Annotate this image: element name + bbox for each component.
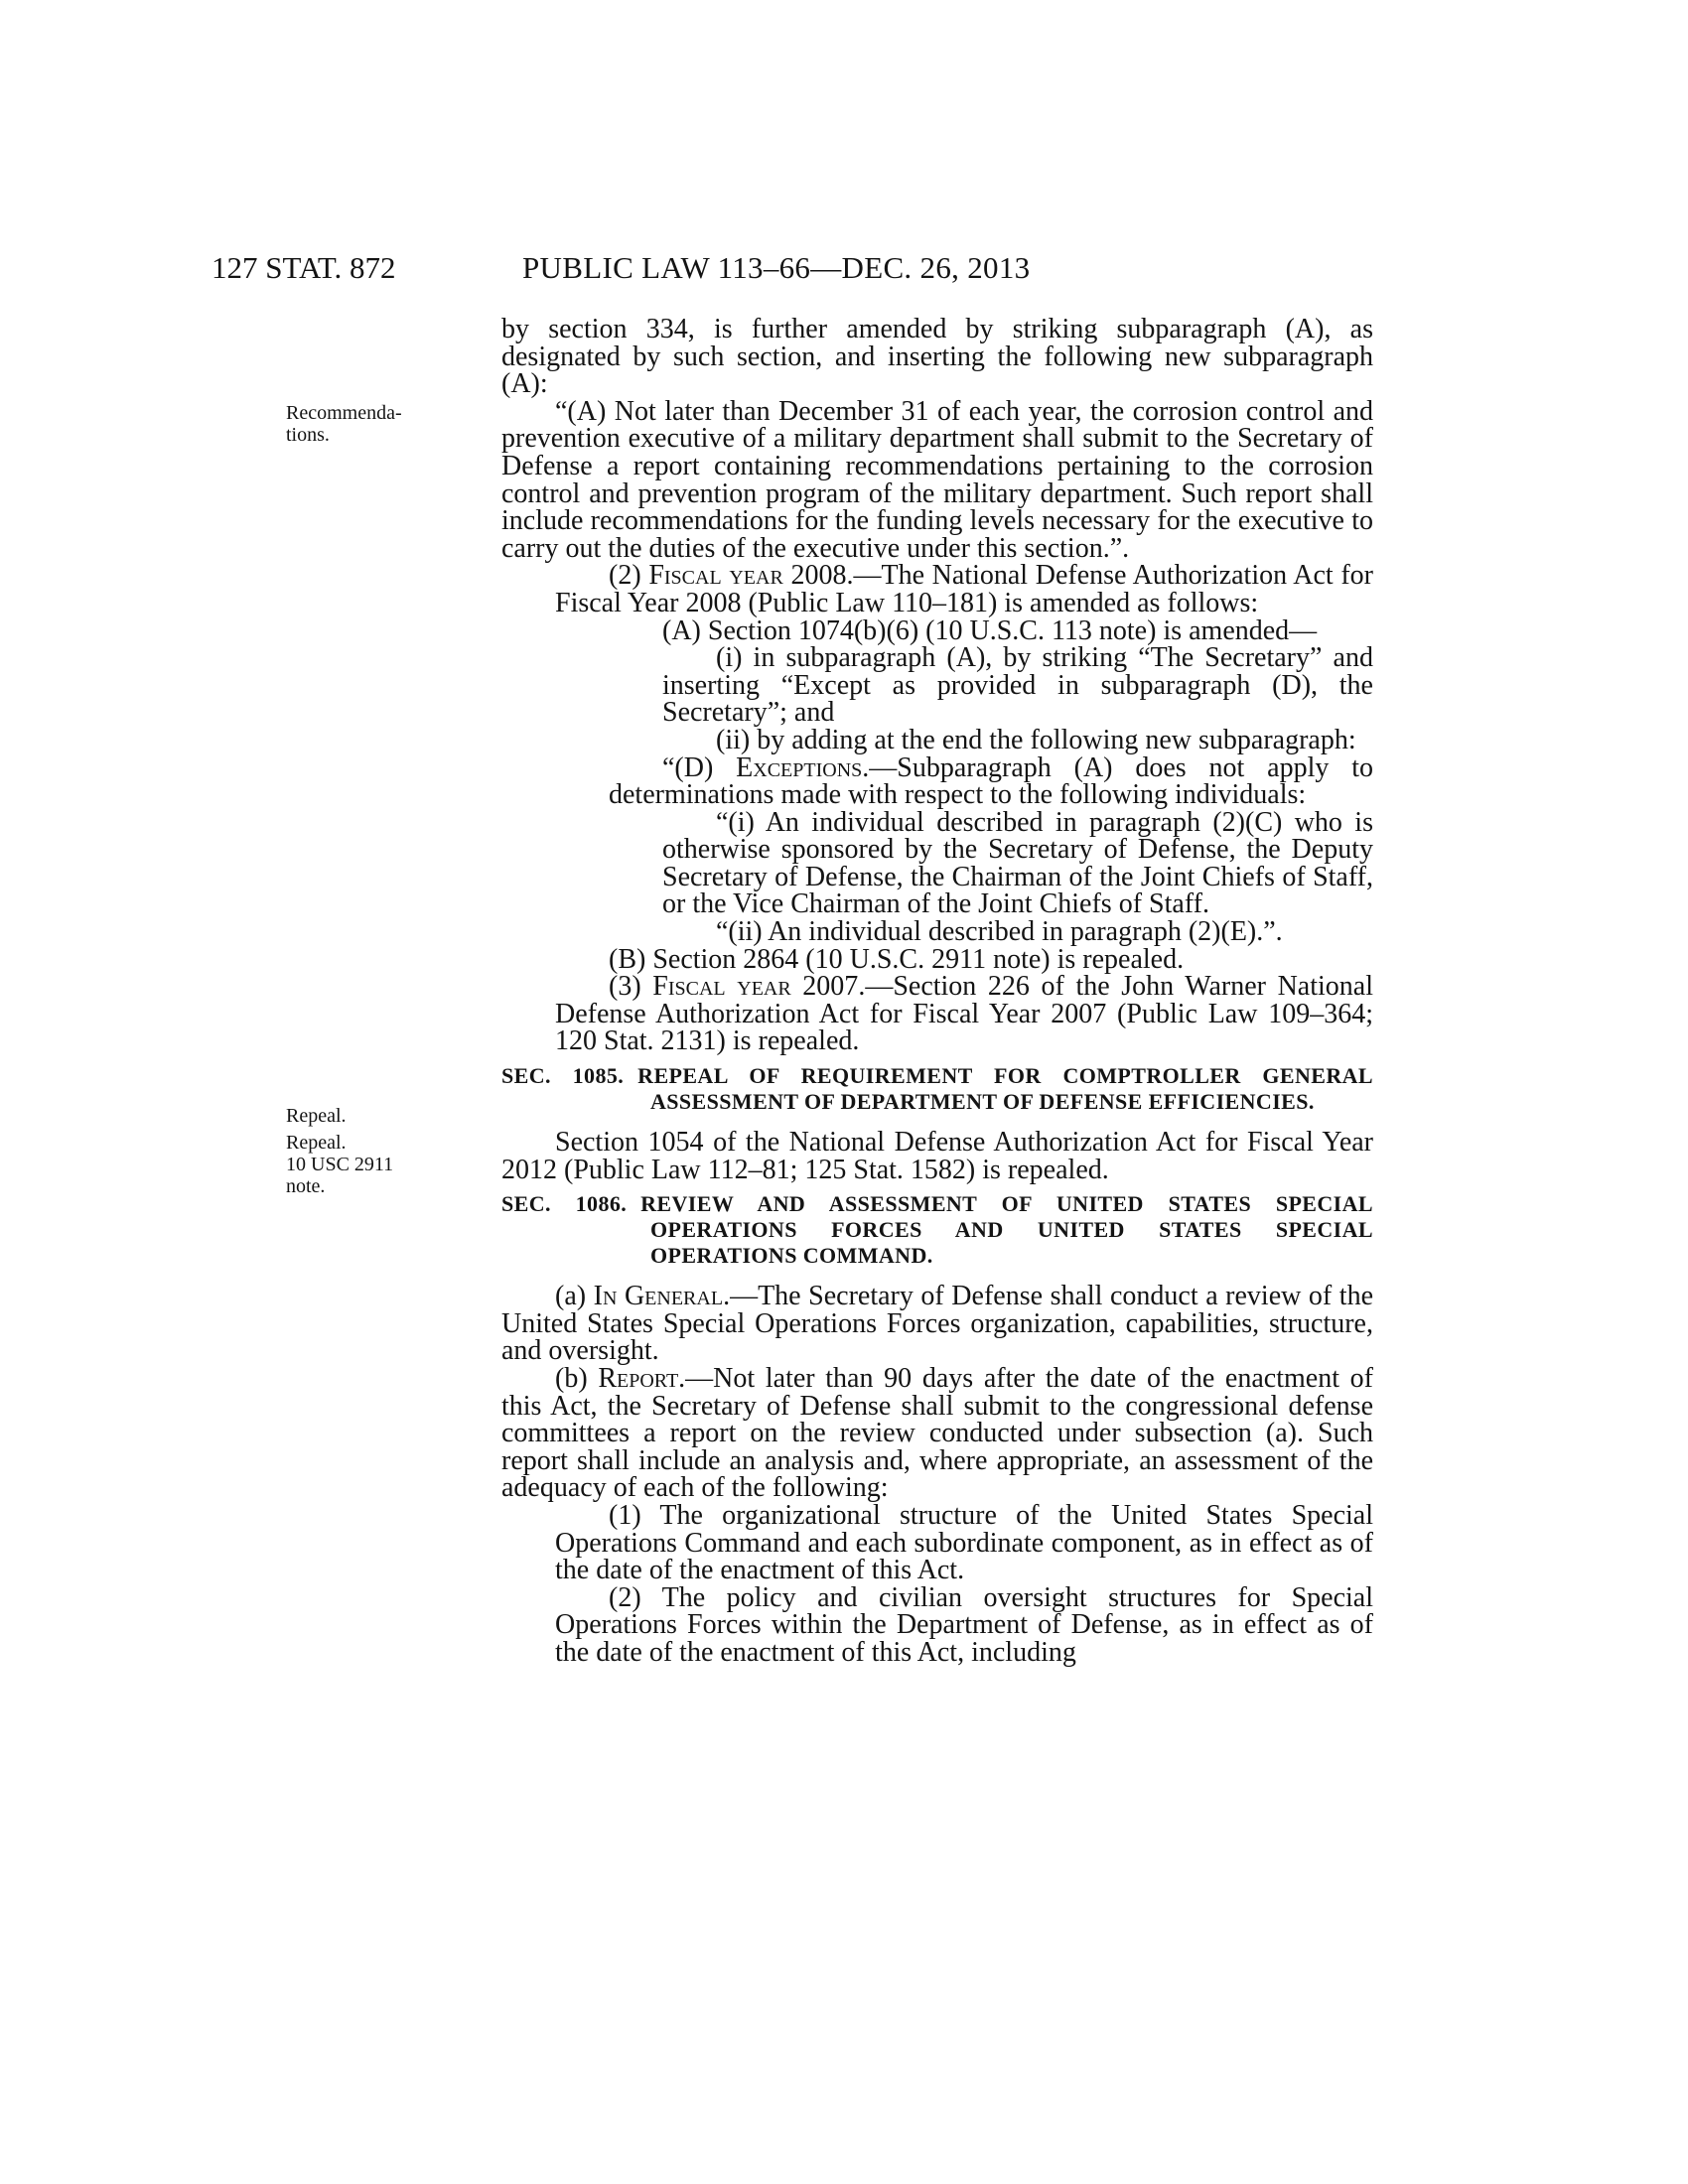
paragraph-section-1054: Section 1054 of the National Defense Authorization Act for Fiscal Year 2012 (Public Law 112–81; 125 Stat. 1582) is repealed. [501,1127,1373,1185]
paragraph-report: (b) Report.—Not later than 90 days after the date of the enactment of this Act, the Secretary of Defense shall submit to the congressional defense committees a report on the review conducted under subsection (a). Such report shall include an analysis and, where appropriate, an assessment of the adequacy of each of the following: [501,1363,1373,1504]
paragraph-section-2864: (B) Section 2864 (10 U.S.C. 2911 note) is repealed. [609,943,1185,975]
paragraph-exceptions: “(D) Exceptions.—Subparagraph (A) does not apply to determinations made with respect to the following individuals: [609,751,1374,811]
margin-note-recommendations: Recommenda- tions. [286,402,402,446]
margin-note-repeal-1: Repeal. [286,1105,347,1127]
paragraph-in-general: (a) In General.—The Secretary of Defense shall conduct a review of the United States Special Operations Forces organization, capabilities, structure, and oversight. [501,1281,1373,1367]
public-law-title: PUBLIC LAW 113–66—DEC. 26, 2013 [522,250,1031,285]
section-heading-1086: SEC. 1086. REVIEW AND ASSESSMENT OF UNITED STATES SPECIAL OPERATIONS FORCES AND UNITED STATES SPECIAL OPERATIONS COMMAND. [501,1191,1373,1269]
stat-citation: 127 STAT. 872 [211,250,396,285]
page-header [211,248,1373,288]
paragraph-item-2: (2) The policy and civilian oversight structures for Special Operations Forces within the Department of Defense, as in effect as of the date of the enactment of this Act, including [555,1581,1373,1668]
paragraph-fy2008: (2) Fiscal year 2008.—The National Defense Authorization Act for Fiscal Year 2008 (Public Law 110–181) is amended as follows: [555,560,1373,618]
paragraph-quoted-a: “(A) Not later than December 31 of each year, the corrosion control and prevention executive of a military department shall submit to the Secretary of Defense a report containing recommendations pertaining to the corrosion control and prevention program of the military department. Such report shall include recommendations for the funding levels necessary for the executive to carry out the duties of the executive under this section.”. [501,395,1373,564]
paragraph-individual-ii: “(ii) An individual described in paragraph (2)(E).”. [716,916,1283,948]
paragraph-clause-i: (i) in subparagraph (A), by striking “The Secretary” and inserting “Except as provided in subparagraph (D), the Secretary”; and [662,642,1373,729]
paragraph-clause-ii: (ii) by adding at the end the following new subparagraph: [716,724,1356,755]
paragraph-intro: by section 334, is further amended by striking subparagraph (A), as designated by such section, and inserting the following new subparagraph (A): [501,314,1373,400]
paragraph-item-1: (1) The organizational structure of the United States Special Operations Command and each subordinate component, as in effect as of the date of the enactment of this Act. [555,1499,1373,1586]
document-body [501,316,1373,1667]
paragraph-individual-i: “(i) An individual described in paragraph (2)(C) who is otherwise sponsored by the Secretary of Defense, the Deputy Secretary of Defense, the Chairman of the Joint Chiefs of Staff, or the Vice Chairman of the Joint Chiefs of Staff. [662,806,1373,920]
paragraph-section-1074: (A) Section 1074(b)(6) (10 U.S.C. 113 note) is amended— [662,614,1318,646]
margin-note-repeal-2: Repeal. 10 USC 2911 note. [286,1132,394,1197]
section-heading-1085: SEC. 1085. REPEAL OF REQUIREMENT FOR COMPTROLLER GENERAL ASSESSMENT OF DEPARTMENT OF DEFENSE EFFICIENCIES. [501,1063,1373,1115]
paragraph-fy2007: (3) Fiscal year 2007.—Section 226 of the John Warner National Defense Authorization Act for Fiscal Year 2007 (Public Law 109–364; 120 Stat. 2131) is repealed. [555,971,1374,1057]
